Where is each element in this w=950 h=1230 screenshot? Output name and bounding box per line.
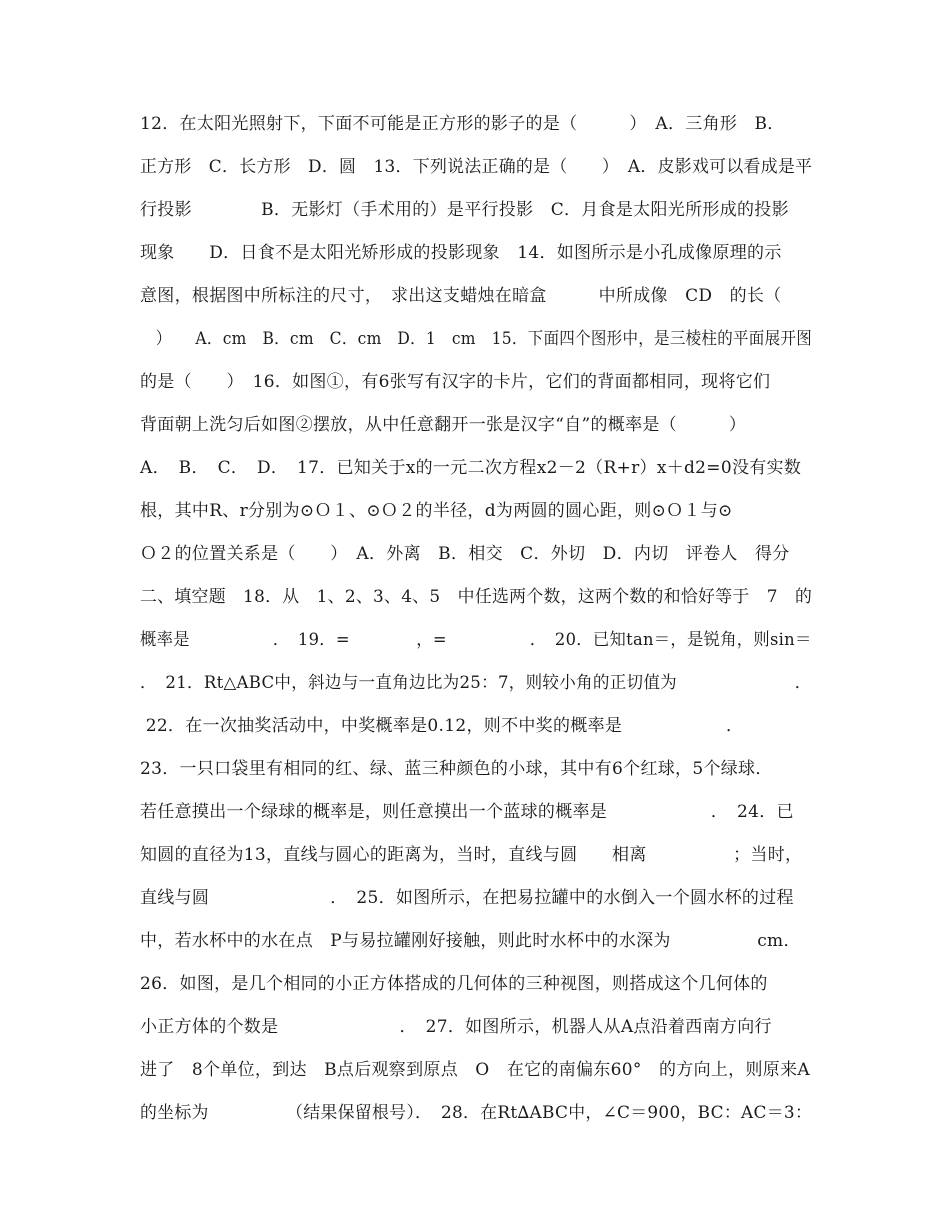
text-line-11: Ｏ２的位置关系是（ ） A．外离 B．相交 C．外切 D．内切 评卷人 得分 <box>140 544 790 564</box>
text-line-3: 行投影 B．无影灯（手术用的）是平行投影 C．月食是太阳光所形成的投影 <box>140 200 789 220</box>
text-line-5: 意图，根据图中所标注的尺寸， 求出这支蜡烛在暗盒 中所成像 CD 的长（ <box>140 286 782 306</box>
text-line-13: 概率是 ． 19．= ，= ． 20．已知tan＝，是锐角，则sin＝ <box>140 630 812 650</box>
text-line-18: 知圆的直径为13，直线与圆心的距离为，当时，直线与圆 相离 ；当时， <box>140 845 803 865</box>
text-line-16: 23．一只口袋里有相同的红、绿、蓝三种颜色的小球，其中有6个红球，5个绿球． <box>140 759 773 779</box>
text-line-10: 根，其中R、r分别为⊙Ｏ１、⊙Ｏ２的半径，d为两圆的圆心距，则⊙Ｏ１与⊙ <box>140 501 733 521</box>
text-line-14: ． 21．Rt△ABC中，斜边与一直角边比为25：7，则较小角的正切值为 ． <box>140 673 812 693</box>
text-line-4: 现象 D．日食不是太阳光矫形成的投影现象 14．如图所示是小孔成像原理的示 <box>140 243 782 263</box>
text-line-8: 背面朝上洗匀后如图②摆放，从中任意翻开一张是汉字“自”的概率是（ ） <box>140 415 747 435</box>
text-line-19: 直线与圆 ． 25．如图所示，在把易拉罐中的水倒入一个圆水杯的过程 <box>140 888 794 908</box>
text-line-23: 进了 8个单位，到达 B点后观察到原点 O 在它的南偏东60° 的方向上，则原来A <box>140 1060 810 1080</box>
text-line-6: ） A．cm B．cm C．cm D．1 cm 15．下面四个图形中，是三棱柱的平面展开图 <box>140 329 812 349</box>
text-line-1: 12．在太阳光照射下，下面不可能是正方形的影子的是（ ） A．三角形 B． <box>140 114 785 134</box>
text-line-21: 26．如图，是几个相同的小正方体搭成的几何体的三种视图，则搭成这个几何体的 <box>140 974 768 994</box>
text-line-9: A． B． C． D． 17．已知关于x的一元二次方程x2－2（R+r）x＋d2=0没有实数 <box>140 458 802 478</box>
text-line-7: 的是（ ） 16．如图①，有6张写有汉字的卡片，它们的背面都相同，现将它们 <box>140 372 771 392</box>
text-line-22: 小正方体的个数是 ． 27．如图所示，机器人从A点沿着西南方向行 <box>140 1017 772 1037</box>
text-line-24: 的坐标为 （结果保留根号）． 28．在Rt∆ABC中，∠C＝900，BC：AC＝3： <box>140 1103 813 1123</box>
text-line-15: 22．在一次抽奖活动中，中奖概率是0.12，则不中奖的概率是 ． <box>140 716 744 736</box>
text-line-12: 二、填空题 18．从 1、2、3、4、5 中任选两个数，这两个数的和恰好等于 7 的 <box>140 587 813 607</box>
text-line-17: 若任意摸出一个绿球的概率是，则任意摸出一个蓝球的概率是 ． 24．已 <box>140 802 794 822</box>
text-line-20: 中，若水杯中的水在点 P与易拉罐刚好接触，则此时水杯中的水深为 cm． <box>140 931 801 951</box>
text-line-2: 正方形 C．长方形 D．圆 13．下列说法正确的是（ ） A．皮影戏可以看成是平 <box>140 157 813 177</box>
